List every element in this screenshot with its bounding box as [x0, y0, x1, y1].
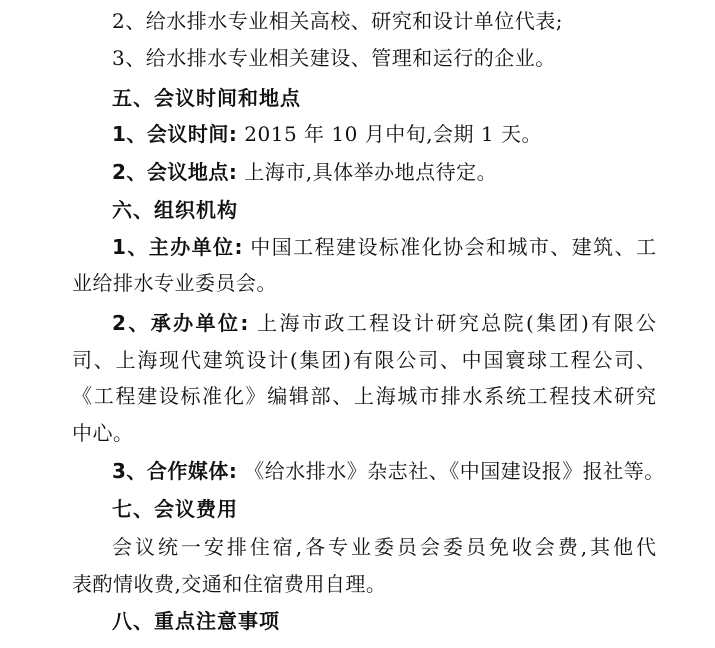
document-page — [72, 0, 665, 648]
section-heading-8: 八、重点注意事项 — [112, 609, 280, 633]
host-label: 1、主办单位: — [112, 235, 243, 259]
section-heading-6: 六、组织机构 — [112, 198, 238, 222]
media-paragraph — [112, 456, 665, 486]
organizer-value-line-4: 中心。 — [72, 421, 134, 445]
organizer-value-line-1: 上海市政工程设计研究总院(集团)有限公 — [257, 311, 656, 335]
meeting-place-value: 上海市,具体举办地点待定。 — [244, 160, 498, 184]
fee-line-2: 表酌情收费,交通和住宿费用自理。 — [72, 572, 387, 596]
organizer-value-line-3: 《工程建设标准化》编辑部、上海城市排水系统工程技术研究 — [72, 384, 656, 408]
organizer-value-line-2: 司、上海现代建筑设计(集团)有限公司、中国寰球工程公司、 — [72, 348, 656, 372]
organizer-label: 2、承办单位: — [112, 311, 249, 335]
attendee-item-3: 3、给水排水专业相关建设、管理和运行的企业。 — [112, 46, 556, 70]
host-value-line-1: 中国工程建设标准化协会和城市、建筑、工 — [250, 235, 657, 259]
fee-line-1: 会议统一安排住宿,各专业委员会委员免收会费,其他代 — [112, 535, 656, 559]
organizer-paragraph-line-1 — [112, 308, 656, 338]
meeting-time-paragraph — [112, 119, 542, 149]
meeting-time-value: 2015 年 10 月中旬,会期 1 天。 — [244, 122, 542, 146]
section-heading-7: 七、会议费用 — [112, 497, 238, 521]
section-heading-5: 五、会议时间和地点 — [112, 86, 301, 110]
host-paragraph-line-1 — [112, 232, 656, 262]
host-value-line-2: 业给排水专业委员会。 — [72, 271, 277, 295]
attendee-item-2: 2、给水排水专业相关高校、研究和设计单位代表; — [112, 9, 563, 33]
media-label: 3、合作媒体: — [112, 459, 238, 483]
meeting-place-paragraph — [112, 157, 497, 187]
meeting-time-label: 1、会议时间: — [112, 122, 238, 146]
media-value: 《给水排水》杂志社、《中国建设报》报社等。 — [244, 459, 665, 483]
meeting-place-label: 2、会议地点: — [112, 160, 238, 184]
